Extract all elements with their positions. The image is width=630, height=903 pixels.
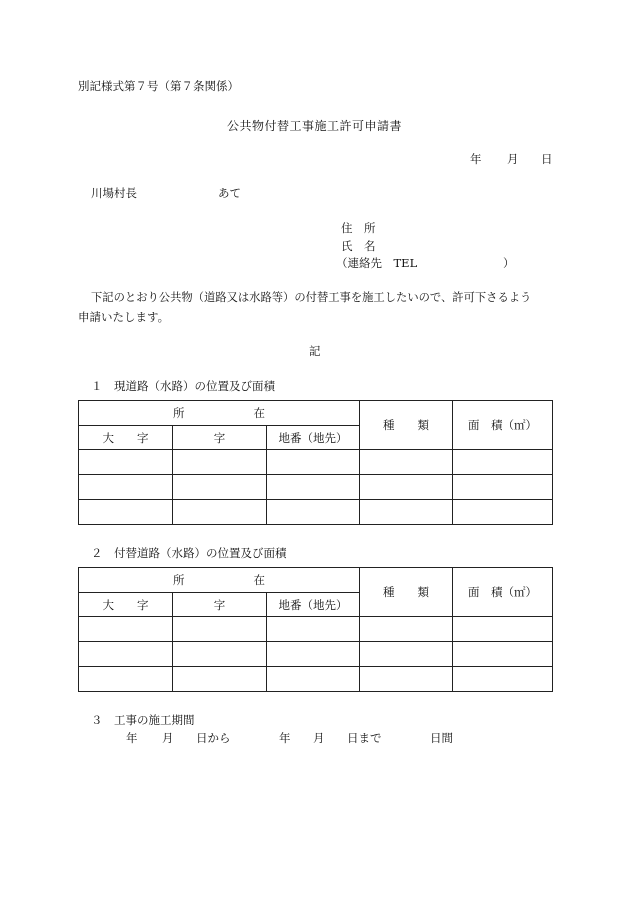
table-row xyxy=(79,450,553,475)
table-cell[interactable] xyxy=(360,450,453,475)
duration-days: 日間 xyxy=(430,731,453,745)
table-row xyxy=(79,500,553,525)
header-chiban: 地番（地先） xyxy=(267,593,360,617)
table-cell[interactable] xyxy=(360,475,453,500)
section1-title: １ 現道路（水路）の位置及び面積 xyxy=(91,379,275,393)
table-cell[interactable] xyxy=(360,642,453,667)
header-kind: 種 類 xyxy=(360,568,453,617)
table-cell[interactable] xyxy=(173,450,267,475)
body-line-2: 申請いたします。 xyxy=(78,310,170,324)
header-area: 面 積（㎡） xyxy=(453,568,553,617)
name-label: 氏 名 xyxy=(341,239,376,253)
header-location: 所 在 xyxy=(79,568,360,593)
date-year: 年 xyxy=(470,152,482,166)
addressee-name: 川場村長 xyxy=(91,186,137,200)
table-cell[interactable] xyxy=(360,617,453,642)
header-area: 面 積（㎡） xyxy=(453,401,553,450)
start-year: 年 xyxy=(126,731,138,745)
table-cell[interactable] xyxy=(453,667,553,692)
start-day: 日から xyxy=(196,731,231,745)
body-line-1: 下記のとおり公共物（道路又は水路等）の付替工事を施工したいので、許可下さるよう xyxy=(91,291,532,304)
table-cell[interactable] xyxy=(79,617,173,642)
table-cell[interactable] xyxy=(267,667,360,692)
date-day: 日 xyxy=(541,152,553,166)
table-cell[interactable] xyxy=(173,475,267,500)
header-aza: 字 xyxy=(173,426,267,450)
date-month: 月 xyxy=(507,152,519,166)
page-title: 公共物付替工事施工許可申請書 xyxy=(227,119,403,133)
table-cell[interactable] xyxy=(173,500,267,525)
end-year: 年 xyxy=(279,731,291,745)
table-cell[interactable] xyxy=(79,667,173,692)
start-month: 月 xyxy=(162,731,174,745)
contact-close: ） xyxy=(503,256,515,270)
header-chiban: 地番（地先） xyxy=(267,426,360,450)
addressee-suffix: あて xyxy=(218,186,241,200)
address-label: 住 所 xyxy=(341,221,376,235)
table-cell[interactable] xyxy=(453,617,553,642)
section2-title: ２ 付替道路（水路）の位置及び面積 xyxy=(91,546,287,560)
ki-heading: 記 xyxy=(309,344,321,358)
table-cell[interactable] xyxy=(79,500,173,525)
end-day: 日まで xyxy=(347,731,382,745)
end-month: 月 xyxy=(313,731,325,745)
header-oaza: 大 字 xyxy=(79,593,173,617)
table-cell[interactable] xyxy=(360,667,453,692)
table-cell[interactable] xyxy=(267,450,360,475)
section1-table xyxy=(78,400,553,525)
table-cell[interactable] xyxy=(453,642,553,667)
form-id: 別記様式第７号（第７条関係） xyxy=(78,79,239,93)
table-cell[interactable] xyxy=(267,475,360,500)
header-location: 所 在 xyxy=(79,401,360,426)
section3-title: ３ 工事の施工期間 xyxy=(91,713,195,727)
table-row xyxy=(79,617,553,642)
table-cell[interactable] xyxy=(453,500,553,525)
section2-table xyxy=(78,567,553,692)
table-cell[interactable] xyxy=(173,617,267,642)
table-row xyxy=(79,667,553,692)
table-cell[interactable] xyxy=(79,642,173,667)
table-row xyxy=(79,475,553,500)
table-cell[interactable] xyxy=(173,667,267,692)
table-cell[interactable] xyxy=(267,617,360,642)
table-cell[interactable] xyxy=(79,450,173,475)
header-oaza: 大 字 xyxy=(79,426,173,450)
table-cell[interactable] xyxy=(453,475,553,500)
header-kind: 種 類 xyxy=(360,401,453,450)
table-cell[interactable] xyxy=(360,500,453,525)
table-cell[interactable] xyxy=(79,475,173,500)
table-cell[interactable] xyxy=(267,642,360,667)
header-aza: 字 xyxy=(173,593,267,617)
table-cell[interactable] xyxy=(267,500,360,525)
table-cell[interactable] xyxy=(173,642,267,667)
contact-label: （連絡先 TEL xyxy=(336,256,418,270)
table-row xyxy=(79,642,553,667)
table-cell[interactable] xyxy=(453,450,553,475)
